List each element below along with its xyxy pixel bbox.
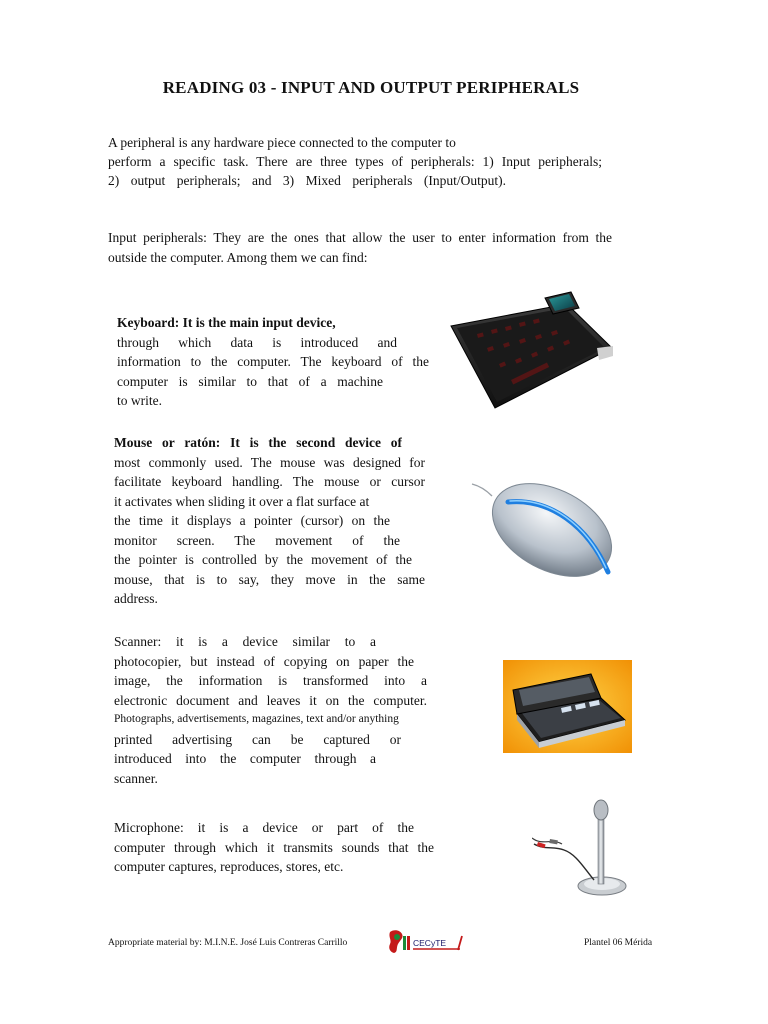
keyboard-line: through which data is introduced and bbox=[117, 334, 397, 350]
keyboard-heading: Keyboard: It is the main input device, bbox=[117, 315, 336, 330]
mouse-line: mouse, that is to say, they move in the same bbox=[114, 571, 425, 587]
mouse-line: monitor screen. The movement of the bbox=[114, 532, 400, 548]
keyboard-line: information to the computer. The keyboard of the bbox=[117, 354, 429, 369]
mouse-heading: Mouse or ratón: It is the second device of bbox=[114, 435, 402, 450]
mouse-line: the pointer is controlled by the movement of the bbox=[114, 552, 412, 567]
scanner-line: scanner. bbox=[114, 770, 158, 786]
keyboard-image bbox=[447, 290, 617, 412]
microphone-line: computer through which it transmits sounds that the bbox=[114, 839, 434, 855]
scanner-line: Photographs, advertisements, magazines, text and/or anything bbox=[114, 713, 399, 725]
scanner-line: printed advertising can be captured or bbox=[114, 731, 401, 747]
microphone-line: computer captures, reproduces, stores, etc. bbox=[114, 859, 344, 874]
scanner-line: image, the information is transformed into a bbox=[114, 673, 427, 688]
intro-line: 2) output peripherals; and 3) Mixed peripherals (Input/Output). bbox=[108, 173, 506, 188]
microphone-description bbox=[114, 818, 434, 877]
scanner-line: photocopier, but instead of copying on paper the bbox=[114, 653, 414, 669]
scanner-line: introduced into the computer through a bbox=[114, 751, 376, 766]
input-intro-line: outside the computer. Among them we can find: bbox=[108, 250, 368, 265]
scanner-line: Scanner: it is a device similar to a bbox=[114, 634, 376, 649]
mouse-line: facilitate keyboard handling. The mouse or cursor bbox=[114, 474, 425, 489]
keyboard-description bbox=[117, 313, 429, 411]
scanner-description bbox=[114, 632, 427, 788]
keyboard-line: to write. bbox=[117, 393, 162, 408]
mouse-line: the time it displays a pointer (cursor) on the bbox=[114, 513, 390, 528]
microphone-line: Microphone: it is a device or part of the bbox=[114, 820, 414, 835]
microphone-image bbox=[532, 798, 634, 898]
scanner-image bbox=[503, 660, 632, 753]
intro-line: A peripheral is any hardware piece connected to the computer to bbox=[108, 135, 456, 150]
logo-text: CECyTE bbox=[413, 938, 447, 948]
input-intro-line: Input peripherals: They are the ones that allow the user to enter information from the bbox=[108, 230, 612, 245]
scanner-line: electronic document and leaves it on the computer. bbox=[114, 692, 427, 708]
footer-campus: Plantel 06 Mérida bbox=[584, 938, 653, 948]
intro-line: perform a specific task. There are three types of peripherals: 1) Input peripherals; bbox=[108, 154, 602, 169]
keyboard-line: computer is similar to that of a machine bbox=[117, 373, 383, 389]
footer-author: Appropriate material by: M.I.N.E. José Luis Contreras Carrillo bbox=[108, 938, 348, 948]
cecyte-logo bbox=[386, 928, 470, 956]
mouse-line: most commonly used. The mouse was designed for bbox=[114, 454, 425, 470]
mouse-description bbox=[114, 433, 425, 609]
page-title: READING 03 - INPUT AND OUTPUT PERIPHERALS bbox=[162, 78, 580, 97]
mouse-image bbox=[470, 468, 632, 586]
mouse-line: it activates when sliding it over a flat surface at bbox=[114, 493, 370, 509]
mouse-line: address. bbox=[114, 591, 158, 606]
